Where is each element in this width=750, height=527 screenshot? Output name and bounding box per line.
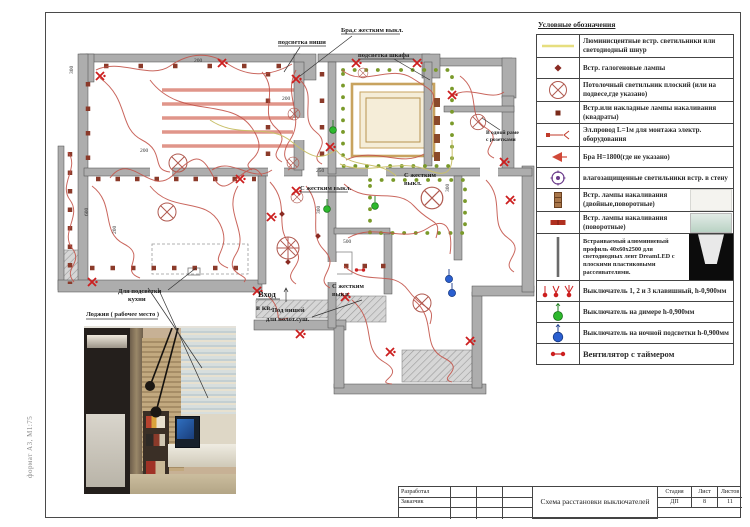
walls-layer — [58, 54, 534, 394]
moistureproof-light-icon — [537, 168, 580, 188]
dimension-label: 300 — [316, 205, 322, 214]
legend-label: Выключатель на димере h-0,900мм — [583, 308, 695, 316]
stage-label: Стадия — [658, 487, 692, 498]
legend-label: Эл.провод L=1м для монтажа электр. оборудования — [583, 126, 702, 144]
title-block-cell — [503, 498, 533, 509]
dimension-label: 250 — [316, 168, 325, 174]
switch-keys-icon — [537, 281, 580, 301]
sconce-icon — [537, 147, 580, 167]
legend-row — [537, 233, 733, 280]
legend-label: влагозащищенные светильники встр. в стену — [583, 173, 728, 182]
plan-annotation: С жестким — [332, 283, 364, 290]
plan-annotation: для полот.суш. — [266, 316, 310, 323]
title-block-cell — [451, 498, 477, 509]
legend-row — [537, 78, 733, 101]
legend-row — [537, 322, 733, 343]
legend-title: Условные обозначения — [538, 20, 616, 29]
plan-annotation: В одной раме — [486, 130, 519, 136]
entry-label: в кв. — [256, 303, 273, 312]
incandescent-square-icon — [537, 102, 580, 124]
legend-label: Бра Н=1800(где не указано) — [583, 152, 670, 161]
legend-label: Встр. галогеновые лампы — [583, 63, 666, 72]
legend-label: Встраиваемый алюминиевый профиль 40х60х2500 для светодиодных лент DreamLED с плоскими пластиковыми рассеивателями. — [583, 237, 675, 277]
drawing-title: Схема расстановки выключателей — [533, 487, 658, 519]
title-block-cell — [451, 508, 477, 519]
stage-value: ДП — [658, 498, 692, 509]
title-block-cell — [503, 487, 533, 498]
rotary-lamp-icon — [537, 212, 580, 234]
legend-label: Встр.или накладные лампы накаливания (квадраты) — [583, 103, 717, 121]
legend-label: Встр. лампы накаливания (поворотные) — [583, 213, 668, 231]
legend-row — [537, 188, 733, 211]
dimension-label: 200 — [112, 225, 118, 234]
legend-row — [537, 101, 733, 124]
dimension-label: 500 — [343, 239, 352, 245]
legend-row — [537, 35, 733, 57]
legend-row — [537, 280, 733, 301]
rotary-lamp-photo — [689, 212, 733, 234]
wire-lead-icon — [537, 124, 580, 146]
plan-annotation: подсветка ниши — [278, 39, 326, 46]
title-block-cell — [451, 487, 477, 498]
fan-timer-symbol — [355, 268, 365, 271]
double-rotary-lamp-photo — [689, 189, 733, 211]
legend-row — [537, 167, 733, 188]
plan-annotation: кухни — [128, 296, 146, 303]
sheets-label: Листов — [718, 487, 742, 498]
legend — [536, 20, 734, 365]
legend-row — [537, 123, 733, 146]
title-block-cell — [503, 508, 533, 519]
dimension-label: 300 — [69, 65, 75, 74]
legend-label: Выключатель 1, 2 и 3 клавишный, h-0,900мм — [583, 287, 727, 295]
legend-label: Выключатель на ночной подсветки h-0,900мм — [583, 329, 729, 337]
halogen-lamp-icon — [537, 58, 580, 78]
dimension-label: 200 — [140, 148, 149, 154]
double-rotary-lamp-icon — [537, 189, 580, 211]
plan-annotation: Под нишей — [272, 307, 305, 314]
door-openings — [150, 118, 498, 282]
sheet-format-label: формат А3, М1:75 — [26, 415, 34, 478]
led-profile-photo — [689, 234, 733, 280]
title-block-cell — [477, 508, 503, 519]
plan-annotation: С жестким — [404, 172, 436, 179]
client-label: Заказчик — [399, 498, 451, 509]
photo-label: Лоджия ( рабочее место ) — [86, 311, 160, 318]
led-profile-icon — [537, 234, 580, 280]
sheet-value: 8 — [692, 498, 718, 509]
title-block-cell — [477, 498, 503, 509]
developed-label: Разработал — [399, 487, 451, 498]
legend-table — [536, 34, 734, 365]
legend-label: Люминисцентные встр. светильники или светодиодный шнур — [583, 37, 716, 55]
legend-row — [537, 301, 733, 322]
plan-annotation: С жестким выкл. — [300, 185, 352, 192]
plan-annotation: выкл. — [332, 291, 350, 298]
sheet-label: Лист — [692, 487, 718, 498]
legend-label: Встр. лампы накаливания (двойные,поворотные) — [583, 191, 668, 208]
dimmer-switch-icon — [537, 302, 580, 322]
dimension-label: 200 — [282, 96, 291, 102]
fan-timer-icon — [537, 344, 580, 364]
dimension-label: 300 — [445, 183, 451, 192]
night-light-switch-icon — [537, 323, 580, 343]
legend-label: Вентилятор с таймером — [583, 349, 675, 360]
dimension-label: 600 — [84, 207, 90, 216]
legend-row — [537, 343, 733, 364]
ceiling-light-icon — [537, 79, 580, 101]
plan-annotation: Бра,с жестким выкл. — [341, 27, 404, 34]
plan-annotation: Для подсветки — [118, 288, 162, 295]
legend-label: Потолочный светильник плоский (или на подвесе,где указано) — [583, 81, 717, 98]
title-block — [398, 486, 741, 518]
legend-row — [537, 57, 733, 78]
title-block-cell — [399, 508, 451, 519]
legend-row — [537, 146, 733, 167]
entry-label: Вход — [258, 289, 276, 299]
fluorescent-line-icon — [537, 35, 580, 57]
title-block-cell — [658, 508, 742, 519]
legend-row — [537, 211, 733, 234]
dimension-label: 200 — [194, 58, 203, 64]
plan-annotation: подсветка шкафа — [358, 52, 410, 59]
plan-annotation: с розетками — [486, 137, 516, 143]
sheets-value: 11 — [718, 498, 742, 509]
plan-annotation: выкл. — [404, 180, 422, 187]
title-block-cell — [477, 487, 503, 498]
